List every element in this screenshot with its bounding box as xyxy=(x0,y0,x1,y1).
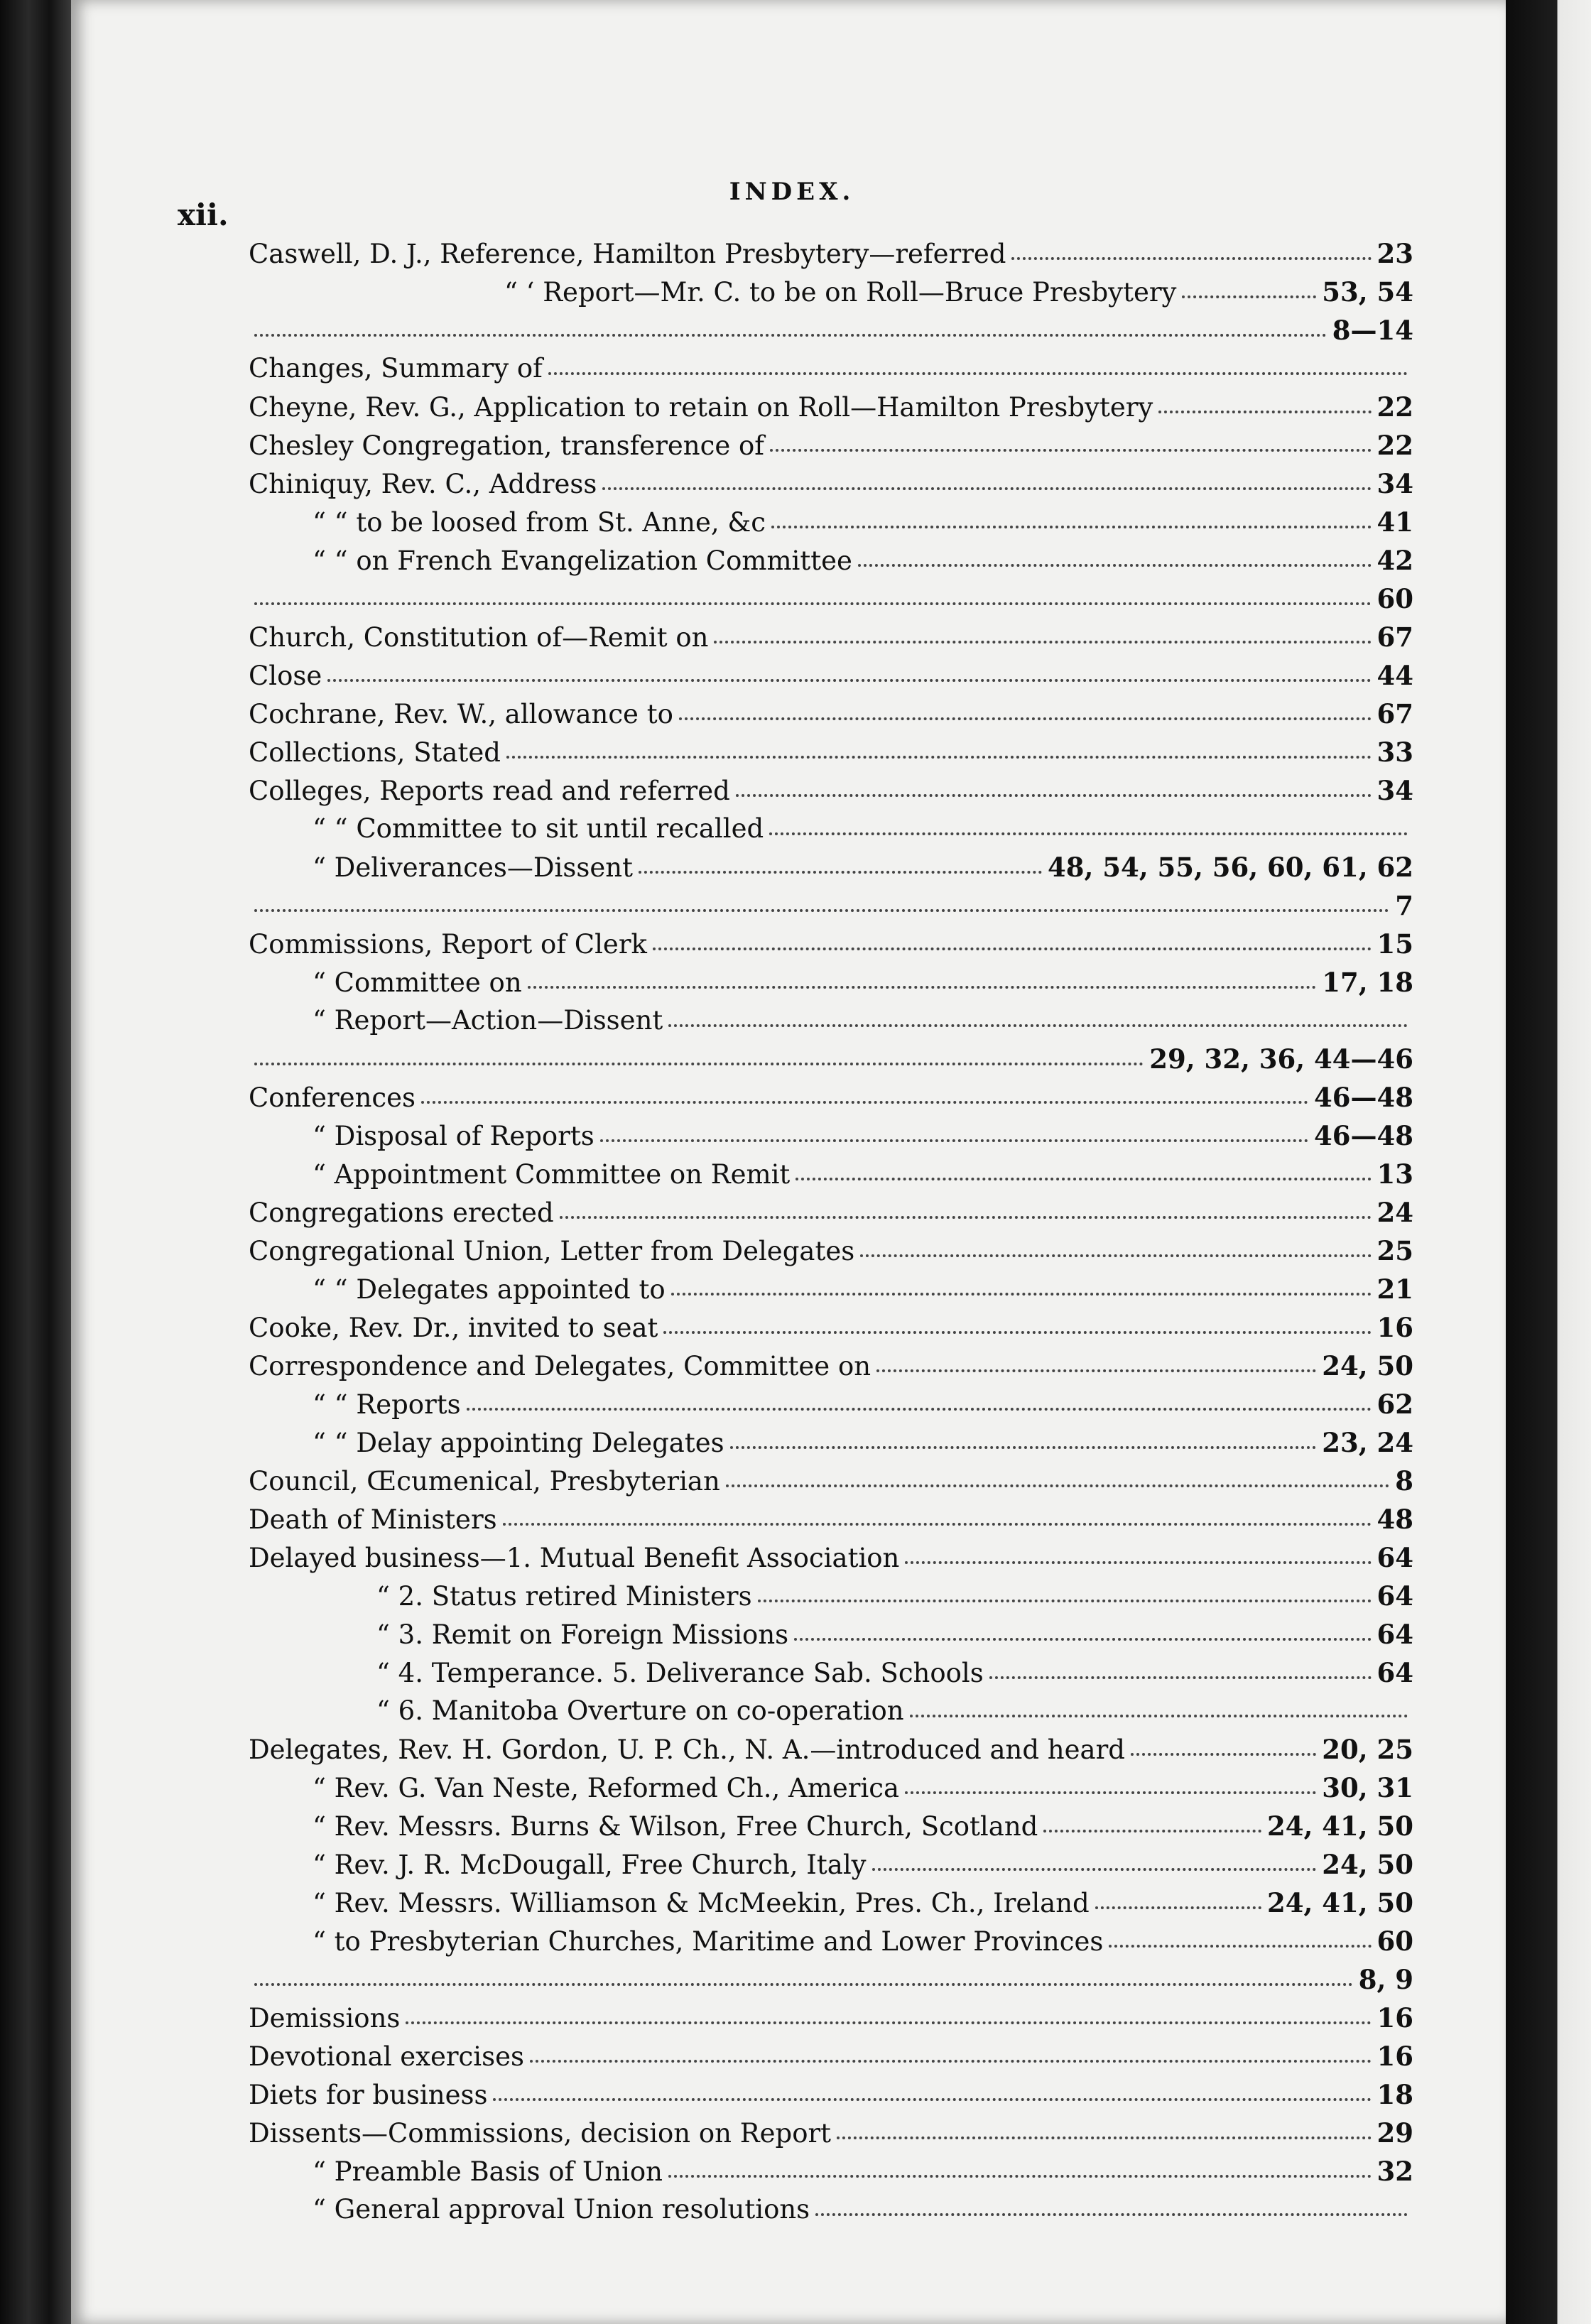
dot-leader xyxy=(1043,1830,1261,1832)
dot-leader xyxy=(327,679,1371,682)
dot-leader xyxy=(989,1676,1372,1679)
entry-text: “ “ Reports xyxy=(313,1389,461,1420)
dot-leader xyxy=(493,2098,1371,2101)
index-entry xyxy=(249,618,1413,656)
dot-leader xyxy=(1158,411,1371,413)
index-entry xyxy=(249,1193,1413,1232)
entry-pages: 24, 41, 50 xyxy=(1267,1887,1413,1918)
entry-pages: 29, 32, 36, 44—46 xyxy=(1149,1043,1413,1075)
index-entry xyxy=(249,1462,1413,1500)
dot-leader xyxy=(770,449,1372,452)
dot-leader xyxy=(771,526,1371,528)
index-entry xyxy=(249,580,1413,618)
dot-leader xyxy=(1182,295,1316,298)
dot-leader xyxy=(794,1638,1371,1641)
entry-pages: 30, 31 xyxy=(1322,1772,1413,1803)
dot-leader xyxy=(503,1523,1372,1526)
dot-leader xyxy=(506,756,1372,759)
entry-text: Congregational Union, Letter from Delegates xyxy=(249,1236,855,1266)
entry-pages: 20, 25 xyxy=(1322,1734,1413,1765)
entry-pages: 46—48 xyxy=(1314,1082,1413,1113)
dot-leader xyxy=(726,1484,1389,1487)
dot-leader xyxy=(406,2021,1371,2024)
entry-text: Colleges, Reports read and referred xyxy=(249,776,730,806)
index-entry xyxy=(249,1654,1413,1692)
entry-pages: 24, 41, 50 xyxy=(1267,1810,1413,1842)
dot-leader xyxy=(254,909,1389,912)
entry-pages: 24, 50 xyxy=(1322,1350,1413,1381)
entry-pages: 16 xyxy=(1376,2002,1413,2034)
index-entry xyxy=(249,1730,1413,1769)
entry-pages: 67 xyxy=(1376,698,1413,729)
index-entry xyxy=(249,1577,1413,1615)
entry-text: “ “ Committee to sit until recalled xyxy=(313,813,764,844)
entry-pages: 15 xyxy=(1376,928,1413,960)
entry-pages: 42 xyxy=(1376,545,1413,576)
entry-pages: 62 xyxy=(1376,1389,1413,1420)
entry-pages: 23, 24 xyxy=(1322,1427,1413,1458)
index-entry xyxy=(249,349,1413,388)
entry-text: Conferences xyxy=(249,1082,416,1113)
entry-pages: 24 xyxy=(1376,1197,1413,1228)
index-entry xyxy=(249,1845,1413,1884)
index-entry xyxy=(249,1385,1413,1423)
entry-text: “ ‘ Report—Mr. C. to be on Roll—Bruce Presbytery xyxy=(504,277,1177,308)
running-title: INDEX. xyxy=(729,178,855,206)
index-entry xyxy=(249,388,1413,426)
dot-leader xyxy=(668,1024,1408,1027)
entry-pages: 8, 9 xyxy=(1358,1964,1413,1995)
dot-leader xyxy=(1095,1906,1261,1909)
entry-text: Devotional exercises xyxy=(249,2041,524,2072)
entry-text: “ “ on French Evangelization Committee xyxy=(313,545,852,576)
dot-leader xyxy=(254,334,1327,337)
index-entry xyxy=(249,1538,1413,1577)
entry-pages: 64 xyxy=(1376,1542,1413,1573)
index-entry xyxy=(249,465,1413,503)
entry-text: “ 3. Remit on Foreign Missions xyxy=(376,1619,789,1650)
dot-leader xyxy=(421,1101,1308,1104)
index-entry xyxy=(249,2152,1413,2190)
dot-leader xyxy=(548,372,1408,375)
index-entry xyxy=(249,2037,1413,2075)
dot-leader xyxy=(679,717,1372,720)
index-entry xyxy=(249,1500,1413,1538)
entry-text: Commissions, Report of Clerk xyxy=(249,929,647,960)
page-number: xii. xyxy=(178,197,229,232)
entry-text: Cooke, Rev. Dr., invited to seat xyxy=(249,1313,658,1343)
dot-leader xyxy=(758,1600,1372,1602)
dot-leader xyxy=(872,1868,1317,1871)
dot-leader xyxy=(1011,257,1371,260)
entry-pages: 60 xyxy=(1376,1926,1413,1957)
entry-pages: 21 xyxy=(1376,1274,1413,1305)
entry-pages: 23 xyxy=(1376,238,1413,269)
entry-text: Collections, Stated xyxy=(249,737,501,768)
entry-text: “ 6. Manitoba Overture on co-operation xyxy=(376,1695,904,1726)
dot-leader xyxy=(600,1139,1308,1142)
entry-text: Delegates, Rev. H. Gordon, U. P. Ch., N. A.—introduced and heard xyxy=(249,1734,1125,1765)
index-entry xyxy=(249,1232,1413,1270)
entry-pages: 48 xyxy=(1376,1504,1413,1535)
dot-leader xyxy=(1109,1945,1371,1948)
index-entry xyxy=(249,273,1413,311)
entry-text: Changes, Summary of xyxy=(249,353,543,384)
entry-text: Delayed business—1. Mutual Benefit Association xyxy=(249,1543,900,1573)
index-entry xyxy=(249,1078,1413,1117)
dot-leader xyxy=(860,1254,1371,1257)
entry-text: “ Preamble Basis of Union xyxy=(313,2156,663,2187)
dot-leader xyxy=(837,2136,1371,2139)
entry-pages: 34 xyxy=(1376,468,1413,499)
index-entry xyxy=(249,771,1413,810)
index-entry xyxy=(249,2190,1413,2229)
dot-leader xyxy=(671,1293,1372,1296)
dot-leader xyxy=(730,1446,1317,1449)
entry-text: Chiniquy, Rev. C., Address xyxy=(249,469,597,499)
index-entry xyxy=(249,1117,1413,1155)
index-entry xyxy=(249,1270,1413,1308)
dot-leader xyxy=(905,1791,1316,1794)
entry-pages: 60 xyxy=(1376,583,1413,614)
entry-text: “ Rev. J. R. McDougall, Free Church, Italy xyxy=(313,1850,867,1880)
entry-text: “ Committee on xyxy=(313,967,522,998)
index-entry xyxy=(249,1769,1413,1807)
dot-leader xyxy=(467,1408,1372,1411)
entry-pages: 16 xyxy=(1376,2041,1413,2072)
entry-text: “ Rev. Messrs. Burns & Wilson, Free Church, Scotland xyxy=(313,1811,1038,1842)
entry-text: “ Deliverances—Dissent xyxy=(313,852,633,883)
dot-leader xyxy=(714,641,1371,644)
entry-text: Congregations erected xyxy=(249,1198,554,1228)
dot-leader xyxy=(254,1983,1353,1986)
entry-pages: 18 xyxy=(1376,2079,1413,2110)
index-entry xyxy=(249,1308,1413,1347)
entry-pages: 53, 54 xyxy=(1322,276,1413,308)
index-entries xyxy=(249,234,1413,2229)
entry-text: Council, Œcumenical, Presbyterian xyxy=(249,1466,720,1497)
index-entry xyxy=(249,1884,1413,1922)
entry-text: Correspondence and Delegates, Committee on xyxy=(249,1351,871,1381)
dot-leader xyxy=(530,2060,1372,2063)
dot-leader xyxy=(639,871,1042,874)
index-entry xyxy=(249,541,1413,580)
entry-pages: 46—48 xyxy=(1314,1120,1413,1151)
entry-text: “ Rev. Messrs. Williamson & McMeekin, Pres. Ch., Ireland xyxy=(313,1888,1090,1918)
entry-text: “ Disposal of Reports xyxy=(313,1121,594,1151)
index-entry xyxy=(249,311,1413,349)
entry-pages: 16 xyxy=(1376,1312,1413,1343)
entry-text: Dissents—Commissions, decision on Report xyxy=(249,2118,832,2149)
entry-pages: 13 xyxy=(1376,1158,1413,1190)
entry-pages: 7 xyxy=(1395,890,1413,921)
index-entry xyxy=(249,1001,1413,1040)
entry-text: Death of Ministers xyxy=(249,1504,497,1535)
index-entry xyxy=(249,426,1413,465)
page-header xyxy=(178,178,1406,234)
entry-pages: 33 xyxy=(1376,737,1413,768)
entry-pages: 64 xyxy=(1376,1580,1413,1612)
entry-pages: 17, 18 xyxy=(1322,967,1413,998)
entry-pages: 22 xyxy=(1376,430,1413,461)
dot-leader xyxy=(876,1369,1316,1372)
dot-leader xyxy=(769,832,1408,835)
dot-leader xyxy=(796,1178,1371,1180)
dot-leader xyxy=(528,986,1317,989)
dot-leader xyxy=(560,1216,1372,1219)
entry-pages: 41 xyxy=(1376,506,1413,538)
book-spine xyxy=(0,0,71,2324)
index-entry xyxy=(249,733,1413,771)
entry-text: Diets for business xyxy=(249,2080,488,2110)
index-entry xyxy=(249,1040,1413,1078)
dot-leader xyxy=(663,1331,1371,1334)
entry-pages: 34 xyxy=(1376,775,1413,806)
facing-page-edge xyxy=(1506,0,1591,2324)
index-entry xyxy=(249,1423,1413,1462)
entry-pages: 64 xyxy=(1376,1619,1413,1650)
index-entry xyxy=(249,810,1413,848)
entry-pages: 32 xyxy=(1376,2156,1413,2187)
entry-text: Demissions xyxy=(249,2003,401,2034)
index-entry xyxy=(249,1347,1413,1385)
dot-leader xyxy=(910,1715,1408,1717)
entry-text: “ “ to be loosed from St. Anne, &c xyxy=(313,507,766,538)
dot-leader xyxy=(653,947,1372,950)
dot-leader xyxy=(602,487,1371,490)
entry-text: “ Report—Action—Dissent xyxy=(313,1005,663,1036)
entry-text: “ 2. Status retired Ministers xyxy=(376,1581,752,1612)
entry-pages: 64 xyxy=(1376,1657,1413,1688)
index-entry xyxy=(249,2114,1413,2152)
dot-leader xyxy=(254,602,1372,605)
entry-text: “ General approval Union resolutions xyxy=(313,2194,810,2225)
index-entry xyxy=(249,695,1413,733)
entry-pages: 24, 50 xyxy=(1322,1849,1413,1880)
index-entry xyxy=(249,656,1413,695)
index-entry xyxy=(249,503,1413,541)
index-entry xyxy=(249,1155,1413,1193)
entry-text: “ Rev. G. Van Neste, Reformed Ch., America xyxy=(313,1773,900,1803)
index-entry xyxy=(249,1615,1413,1654)
index-entry xyxy=(249,925,1413,963)
entry-pages: 8—14 xyxy=(1332,315,1413,346)
entry-text: “ “ Delegates appointed to xyxy=(313,1274,666,1305)
dot-leader xyxy=(1131,1753,1316,1756)
entry-text: Cheyne, Rev. G., Application to retain on Roll—Hamilton Presbytery xyxy=(249,392,1153,423)
entry-pages: 8 xyxy=(1395,1465,1413,1497)
entry-text: “ Appointment Committee on Remit xyxy=(313,1159,791,1190)
entry-pages: 48, 54, 55, 56, 60, 61, 62 xyxy=(1047,852,1413,883)
index-entry xyxy=(249,234,1413,273)
dot-leader xyxy=(858,564,1372,567)
entry-text: Chesley Congregation, transference of xyxy=(249,430,764,461)
entry-text: Church, Constitution of—Remit on xyxy=(249,622,709,653)
index-entry xyxy=(249,1999,1413,2037)
entry-text: “ 4. Temperance. 5. Deliverance Sab. Schools xyxy=(376,1658,984,1688)
index-entry xyxy=(249,848,1413,886)
entry-pages: 22 xyxy=(1376,391,1413,423)
dot-leader xyxy=(668,2175,1372,2178)
index-entry xyxy=(249,1922,1413,1960)
index-entry xyxy=(249,963,1413,1001)
entry-pages: 44 xyxy=(1376,660,1413,691)
entry-text: Cochrane, Rev. W., allowance to xyxy=(249,699,673,729)
entry-text: “ “ Delay appointing Delegates xyxy=(313,1428,724,1458)
dot-leader xyxy=(254,1063,1144,1065)
index-entry xyxy=(249,886,1413,925)
dot-leader xyxy=(815,2213,1408,2216)
entry-text: “ to Presbyterian Churches, Maritime and Lower Provinces xyxy=(313,1926,1104,1957)
entry-pages: 29 xyxy=(1376,2117,1413,2149)
index-entry xyxy=(249,1960,1413,1999)
entry-pages: 25 xyxy=(1376,1235,1413,1266)
entry-text: Caswell, D. J., Reference, Hamilton Presbytery—referred xyxy=(249,239,1006,269)
index-entry xyxy=(249,1692,1413,1730)
entry-text: Close xyxy=(249,661,322,691)
index-entry xyxy=(249,2075,1413,2114)
dot-leader xyxy=(736,794,1372,797)
index-entry xyxy=(249,1807,1413,1845)
entry-pages: 67 xyxy=(1376,621,1413,653)
dot-leader xyxy=(905,1561,1371,1564)
